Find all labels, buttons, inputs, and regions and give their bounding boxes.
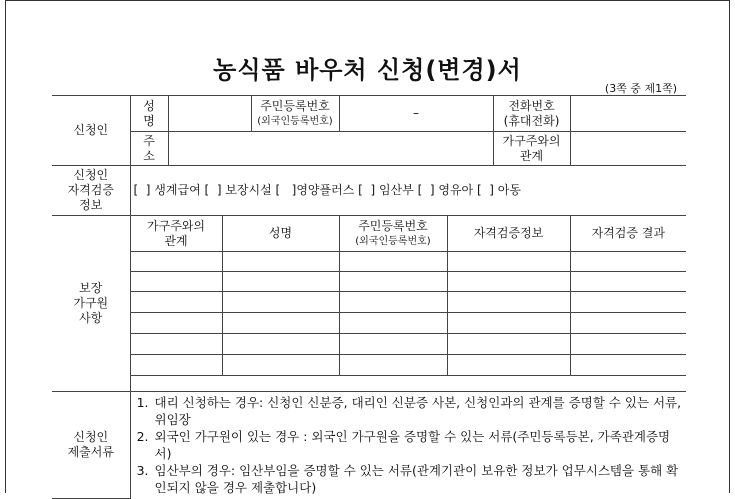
cell[interactable] bbox=[570, 355, 686, 376]
option-pregnant[interactable]: [ ] 임산부 bbox=[358, 183, 414, 197]
document-item-foreigner: 2. 외국인 가구원이 있는 경우 : 외국인 가구원을 증명할 수 있는 서류(주민등록등본, 가족관계증명서) bbox=[153, 428, 683, 462]
address-label: 주 소 bbox=[130, 132, 168, 166]
cell[interactable] bbox=[130, 272, 222, 292]
option-nutrition-plus[interactable]: [ ]영양플러스 bbox=[275, 183, 355, 197]
document-item-proxy: 1. 대리 신청하는 경우: 신청인 신분증, 대리인 신분증 사본, 신청인과의 관계를 증명할 수 있는 서류, 위임장 bbox=[153, 394, 683, 428]
cell[interactable] bbox=[130, 292, 222, 313]
cell[interactable] bbox=[339, 313, 447, 334]
phone-label bbox=[493, 96, 570, 132]
application-form-table bbox=[52, 95, 686, 499]
cell[interactable] bbox=[447, 292, 570, 313]
col-eligibility-result: 자격검증 결과 bbox=[570, 216, 686, 252]
phone-sub-text: (휴대전화) bbox=[503, 113, 560, 128]
col-eligibility-info: 자격검증정보 bbox=[447, 216, 570, 252]
cell[interactable] bbox=[570, 272, 686, 292]
cell[interactable] bbox=[447, 313, 570, 334]
cell[interactable] bbox=[447, 252, 570, 272]
eligibility-section-label: 신청인 자격검증 정보 bbox=[52, 166, 130, 216]
table-row bbox=[52, 272, 686, 292]
phone-field[interactable] bbox=[570, 96, 686, 132]
rrn-label bbox=[251, 96, 339, 132]
name-field[interactable] bbox=[168, 96, 251, 132]
rrn-field[interactable]: – bbox=[339, 96, 493, 132]
table-row bbox=[52, 252, 686, 272]
col-name: 성명 bbox=[222, 216, 339, 252]
cell[interactable] bbox=[447, 272, 570, 292]
cell[interactable] bbox=[130, 355, 222, 376]
cell[interactable] bbox=[130, 313, 222, 334]
cell[interactable] bbox=[222, 355, 339, 376]
cell[interactable] bbox=[130, 334, 222, 355]
cell[interactable] bbox=[570, 292, 686, 313]
documents-list bbox=[135, 394, 683, 496]
cell[interactable] bbox=[222, 272, 339, 292]
relation-field[interactable] bbox=[570, 132, 686, 166]
table-row bbox=[52, 313, 686, 334]
cell[interactable] bbox=[130, 252, 222, 272]
cell[interactable] bbox=[339, 252, 447, 272]
table-spacer-row bbox=[52, 376, 686, 392]
cell[interactable] bbox=[222, 252, 339, 272]
document-item-pregnant: 3. 임산부의 경우: 임산부임을 증명할 수 있는 서류(관계기관이 보유한 정보가 업무시스템을 통해 확인되지 않을 경우 제출합니다) bbox=[153, 462, 683, 496]
cell[interactable] bbox=[339, 355, 447, 376]
table-row bbox=[52, 334, 686, 355]
cell[interactable] bbox=[570, 252, 686, 272]
col-rrn-text: 주민등록번호 bbox=[358, 218, 428, 233]
rrn-sub-text: (외국인등록번호) bbox=[257, 115, 333, 127]
cell[interactable] bbox=[339, 272, 447, 292]
name-label: 성 명 bbox=[130, 96, 168, 132]
cell[interactable] bbox=[339, 292, 447, 313]
phone-label-text: 전화번호 bbox=[508, 98, 555, 113]
cell[interactable] bbox=[222, 334, 339, 355]
col-rrn bbox=[339, 216, 447, 252]
household-section-label: 보장 가구원 사항 bbox=[52, 216, 130, 392]
relation-label: 가구주와의 관계 bbox=[493, 132, 570, 166]
cell[interactable] bbox=[447, 334, 570, 355]
option-livelihood[interactable]: [ ] 생계급여 bbox=[133, 183, 201, 197]
rrn-label-text: 주민등록번호 bbox=[260, 98, 330, 113]
option-infant[interactable]: [ ] 영유아 bbox=[417, 183, 474, 197]
cell[interactable] bbox=[222, 292, 339, 313]
cell[interactable] bbox=[570, 313, 686, 334]
col-rrn-sub: (외국인등록번호) bbox=[355, 235, 431, 247]
form-title: 농식품 바우처 신청(변경)서 bbox=[213, 56, 522, 84]
table-row bbox=[52, 355, 686, 376]
applicant-section-label: 신청인 bbox=[52, 96, 130, 166]
page-note: (3쪽 중 제1쪽) bbox=[604, 82, 677, 95]
cell[interactable] bbox=[447, 355, 570, 376]
documents-list-cell bbox=[130, 392, 686, 499]
table-row bbox=[52, 292, 686, 313]
documents-section-label: 신청인 제출서류 bbox=[52, 392, 130, 499]
cell[interactable] bbox=[222, 313, 339, 334]
cell[interactable] bbox=[570, 334, 686, 355]
spacer bbox=[130, 376, 686, 392]
option-facility[interactable]: [ ] 보장시설 bbox=[204, 183, 272, 197]
option-child[interactable]: [ ] 아동 bbox=[476, 183, 521, 197]
eligibility-options bbox=[130, 166, 686, 216]
address-field[interactable] bbox=[168, 132, 493, 166]
cell[interactable] bbox=[339, 334, 447, 355]
col-relation: 가구주와의 관계 bbox=[130, 216, 222, 252]
